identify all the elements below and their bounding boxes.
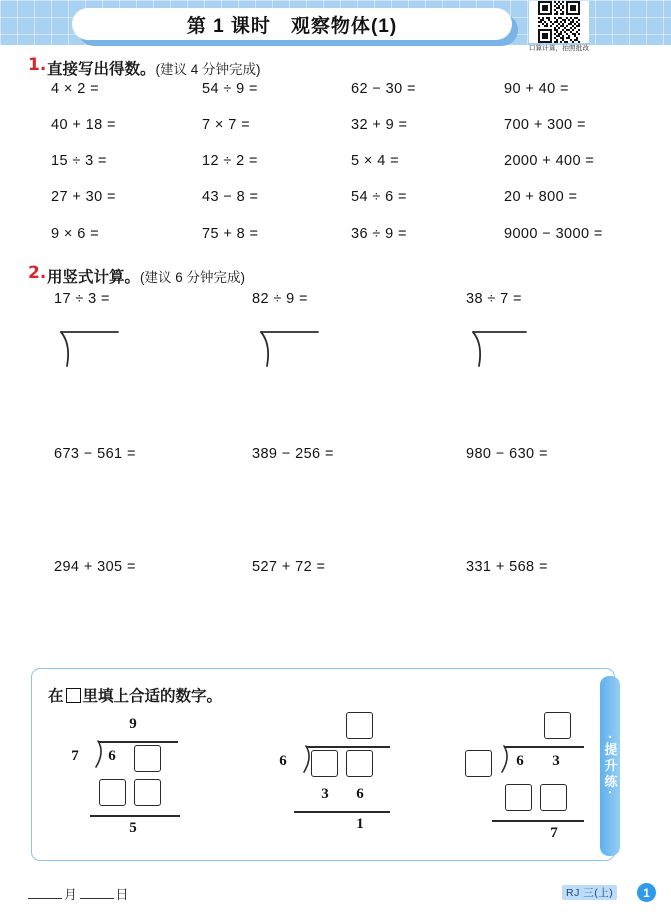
expression: 62 − 30 = <box>351 81 416 97</box>
answer-box[interactable] <box>134 779 161 806</box>
section-1-number: 1. <box>28 55 47 75</box>
expression: 20 + 800 = <box>504 189 578 205</box>
title-plate <box>72 8 512 40</box>
edition-tag: RJ 三(上) <box>562 885 617 900</box>
improve-box-title <box>48 684 222 706</box>
division-bar <box>306 746 390 748</box>
month-label: 月 <box>64 887 78 902</box>
date-line <box>26 884 129 903</box>
expression: 75 + 8 = <box>202 226 259 242</box>
dividend-digit-left: 6 <box>516 753 524 769</box>
answer-box[interactable] <box>346 712 373 739</box>
expression: 527 + 72 = <box>252 559 326 575</box>
qr-code[interactable] <box>529 1 589 43</box>
expression: 36 ÷ 9 = <box>351 226 407 242</box>
section-2-number: 2. <box>28 263 47 283</box>
section-1-title-text: 直接写出得数。 <box>47 61 156 78</box>
improve-box-title-after: 里填上合适的数字。 <box>82 688 223 705</box>
remainder-digit: 7 <box>550 825 558 841</box>
subtrahend-digit-right: 6 <box>356 786 364 802</box>
expression: 9000 − 3000 = <box>504 226 603 242</box>
dividend-digit-right: 3 <box>552 753 560 769</box>
expression: 294 + 305 = <box>54 559 136 575</box>
long-division-bracket <box>258 330 328 372</box>
expression: 7 × 7 = <box>202 117 250 133</box>
expression: 700 + 300 = <box>504 117 586 133</box>
answer-box[interactable] <box>505 784 532 811</box>
subtrahend-digit-left: 3 <box>321 786 329 802</box>
expression: 673 − 561 = <box>54 446 136 462</box>
expression: 5 × 4 = <box>351 153 399 169</box>
long-division-bracket <box>58 330 128 372</box>
long-division-bracket <box>470 330 540 372</box>
page-number-badge: 1 <box>637 883 656 902</box>
date-blank-month[interactable] <box>28 887 62 899</box>
improve-practice-tab-label: ·提升练· <box>602 734 618 798</box>
expression: 54 ÷ 6 = <box>351 189 407 205</box>
improve-practice-tab <box>600 676 620 856</box>
subtraction-bar <box>492 820 584 822</box>
expression: 40 + 18 = <box>51 117 116 133</box>
remainder-digit: 1 <box>356 816 364 832</box>
expression: 331 + 568 = <box>466 559 548 575</box>
dividend-digit-left: 6 <box>108 748 116 764</box>
answer-box[interactable] <box>99 779 126 806</box>
section-2-title <box>47 265 245 287</box>
answer-box[interactable] <box>346 750 373 777</box>
expression: 2000 + 400 = <box>504 153 595 169</box>
section-1-title <box>47 57 261 79</box>
section-2-hint: (建议 6 分钟完成) <box>140 270 246 285</box>
qr-code-caption: 口算计算，拍照批改 <box>528 45 590 52</box>
expression: 4 × 2 = <box>51 81 99 97</box>
answer-box[interactable] <box>540 784 567 811</box>
section-2-title-text: 用竖式计算。 <box>47 269 141 286</box>
division-bar <box>504 746 584 748</box>
expression: 389 − 256 = <box>252 446 334 462</box>
page-title: 第 1 课时 观察物体(1) <box>186 15 398 37</box>
expression: 27 + 30 = <box>51 189 116 205</box>
answer-box[interactable] <box>311 750 338 777</box>
expression: 9 × 6 = <box>51 226 99 242</box>
inline-square-icon <box>66 688 81 703</box>
divisor-digit: 6 <box>279 753 287 769</box>
expression: 54 ÷ 9 = <box>202 81 258 97</box>
section-1-hint: (建议 4 分钟完成) <box>155 62 261 77</box>
expression: 12 ÷ 2 = <box>202 153 258 169</box>
expression: 15 ÷ 3 = <box>51 153 107 169</box>
divisor-digit: 7 <box>71 748 79 764</box>
subtraction-bar <box>90 815 180 817</box>
expression: 38 ÷ 7 = <box>466 291 522 307</box>
subtraction-bar <box>294 811 390 813</box>
expression: 82 ÷ 9 = <box>252 291 308 307</box>
answer-box[interactable] <box>465 750 492 777</box>
answer-box[interactable] <box>544 712 571 739</box>
qr-code-glyph <box>529 1 589 43</box>
expression: 980 − 630 = <box>466 446 548 462</box>
day-label: 日 <box>115 887 130 902</box>
expression: 32 + 9 = <box>351 117 408 133</box>
expression: 17 ÷ 3 = <box>54 291 110 307</box>
expression: 90 + 40 = <box>504 81 569 97</box>
expression: 43 − 8 = <box>202 189 259 205</box>
remainder-digit: 5 <box>129 820 137 836</box>
answer-box[interactable] <box>134 745 161 772</box>
date-blank-day[interactable] <box>80 887 114 899</box>
improve-box-title-before: 在 <box>48 688 64 705</box>
quotient-digit: 9 <box>129 716 137 732</box>
division-bar <box>98 741 178 743</box>
